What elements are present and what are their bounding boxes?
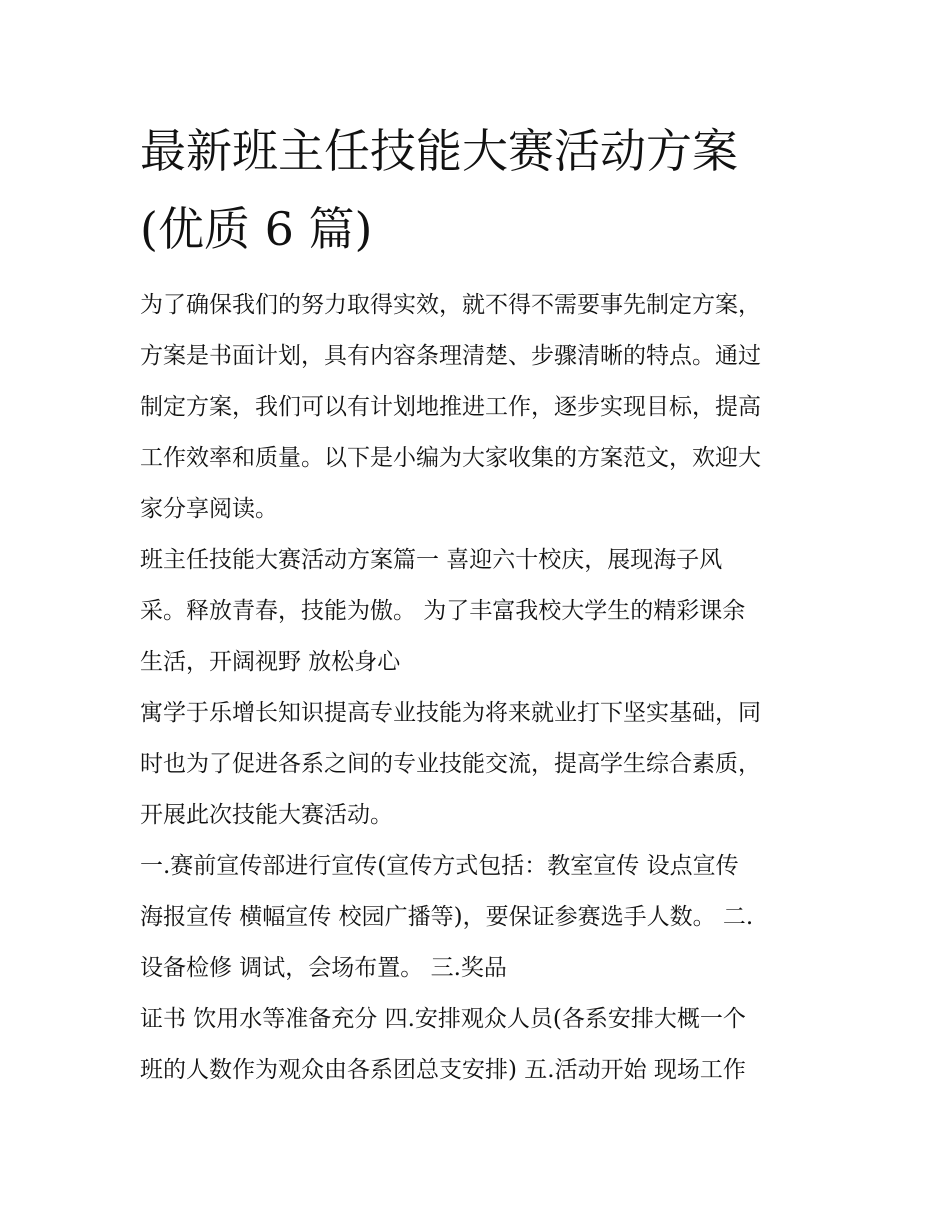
steps-paragraph — [140, 841, 815, 994]
text-line: 生活，开阔视野 放松身心 — [140, 649, 401, 675]
text-line: 家分享阅读。 — [140, 496, 278, 522]
title-line: (优质 6 篇) — [140, 202, 373, 256]
title-line: 最新班主任技能大赛活动方案 — [140, 124, 738, 178]
text-line: 证书 饮用水等准备充分 四.安排观众人员(各系安排大概一个 — [140, 1006, 746, 1032]
text-line: 为了确保我们的努力取得实效，就不得不需要事先制定方案， — [140, 292, 761, 318]
intro-paragraph — [140, 280, 815, 535]
text-line: 时也为了促进各系之间的专业技能交流，提高学生综合素质， — [140, 751, 761, 777]
text-line: 寓学于乐增长知识提高专业技能为将来就业打下坚实基础，同 — [140, 700, 761, 726]
purpose-paragraph — [140, 688, 815, 841]
steps-continued-paragraph — [140, 994, 815, 1096]
text-line: 工作效率和质量。以下是小编为大家收集的方案范文，欢迎大 — [140, 445, 761, 471]
document-title — [140, 112, 815, 268]
text-line: 班的人数作为观众由各系团总支安排) 五.活动开始 现场工作 — [140, 1057, 746, 1083]
text-line: 采。释放青春，技能为傲。 为了丰富我校大学生的精彩课余 — [140, 598, 746, 624]
document-page — [140, 112, 815, 1096]
text-line: 制定方案，我们可以有计划地推进工作，逐步实现目标，提高 — [140, 394, 761, 420]
text-line: 班主任技能大赛活动方案篇一 喜迎六十校庆，展现海子风 — [140, 547, 723, 573]
text-line: 开展此次技能大赛活动。 — [140, 802, 393, 828]
section-one-paragraph — [140, 535, 815, 688]
text-line: 一.赛前宣传部进行宣传(宣传方式包括：教室宣传 设点宣传 — [140, 853, 739, 879]
text-line: 设备检修 调试，会场布置。 三.奖品 — [140, 955, 507, 981]
text-line: 海报宣传 横幅宣传 校园广播等)，要保证参赛选手人数。 二. — [140, 904, 754, 930]
text-line: 方案是书面计划，具有内容条理清楚、步骤清晰的特点。通过 — [140, 343, 761, 369]
